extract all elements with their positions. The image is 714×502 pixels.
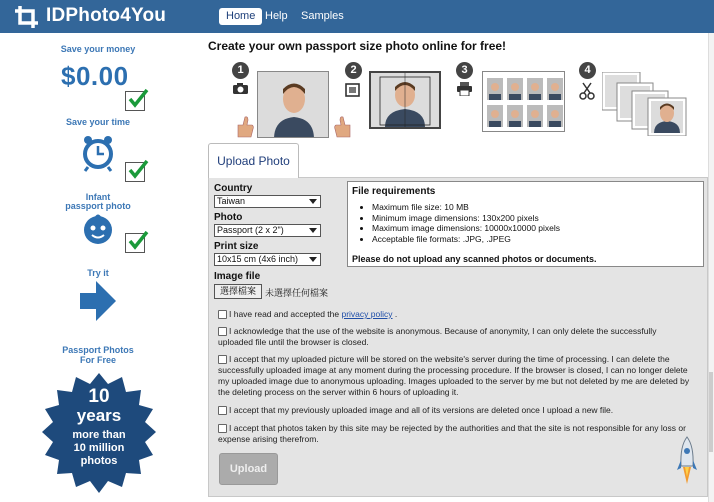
save-time-heading: Save your time	[65, 117, 131, 127]
arrow-right-icon[interactable]	[80, 281, 116, 326]
badge-years-number: 10	[88, 386, 110, 407]
thumbs-up-icon	[235, 115, 255, 144]
chevron-down-icon	[309, 228, 317, 233]
baby-face-icon	[82, 214, 114, 251]
consent-rejection-checkbox[interactable]	[218, 424, 227, 433]
infant-heading: passport photo	[65, 201, 131, 211]
rocket-icon[interactable]	[676, 436, 698, 493]
badge-photos: photos	[80, 455, 118, 467]
camera-icon	[232, 82, 249, 100]
checkmark-icon	[125, 91, 145, 111]
choose-file-button[interactable]: 選擇檔案	[214, 284, 262, 299]
site-logo[interactable]: IDPhoto4You	[46, 5, 167, 26]
scrollbar-thumb[interactable]	[709, 372, 713, 452]
consent-delete-previous-checkbox[interactable]	[218, 406, 227, 415]
country-select[interactable]	[214, 195, 321, 208]
country-select-value: Taiwan	[217, 196, 246, 206]
requirement-item: • Maximum file size: 10 MB	[372, 202, 699, 213]
step2-cropped-image	[369, 71, 441, 129]
photo-type-select-value: Passport (2 x 2")	[217, 225, 284, 235]
badge-more-than: more than	[72, 429, 126, 441]
infant-heading: Infant	[85, 192, 111, 202]
checkmark-icon	[125, 233, 145, 253]
step1-portrait-image	[257, 71, 329, 138]
ten-years-badge	[40, 373, 158, 499]
requirements-note: Please do not upload any scanned photos or documents.	[352, 254, 597, 264]
photo-label: Photo	[214, 212, 243, 223]
requirement-item: • Maximum image dimensions: 10000x10000 pixels	[372, 223, 699, 234]
nav-home-link[interactable]: Home	[219, 8, 262, 25]
scissors-icon	[579, 82, 595, 105]
alarm-clock-icon	[82, 134, 114, 177]
step-number: 1	[232, 62, 249, 79]
file-requirements-box	[347, 181, 704, 267]
try-it-heading[interactable]: Try it	[87, 268, 109, 278]
print-size-label: Print size	[214, 241, 259, 252]
file-requirements-title: File requirements	[352, 186, 436, 197]
consent-privacy-checkbox[interactable]	[218, 310, 227, 319]
consent-anonymous-checkbox[interactable]	[218, 327, 227, 336]
requirement-item: • Acceptable file formats: .JPG, .JPEG	[372, 234, 699, 245]
badge-million: 10 million	[73, 442, 125, 454]
page-title: Create your own passport size photo online for free!	[208, 39, 507, 53]
step-number: 3	[456, 62, 473, 79]
passport-free-heading: For Free	[79, 355, 116, 365]
upload-button[interactable]: Upload	[219, 453, 278, 485]
passport-free-heading: Passport Photos	[62, 345, 134, 355]
file-requirements-list	[372, 202, 699, 244]
consent-storage-text: I accept that my uploaded picture will be stored on the website's server during the time of processing. I can delete the successfully uploaded image at any moment during the processing procedure. If the browser is closed, I can no longer delete my uploaded image due to anonymous uploading. Images uploaded to the server by me but not deleted by me are deleted by the deleting process on the server within 6 hours of uploading it.	[218, 354, 690, 397]
consent-rejection-text: I accept that photos taken by this site may be rejected by the authorities and that the site is not responsible for any loss or expense arising therefrom.	[218, 423, 686, 444]
chevron-down-icon	[309, 257, 317, 262]
country-label: Country	[214, 183, 253, 194]
sidebar	[0, 33, 196, 502]
tab-upload-photo[interactable]: Upload Photo	[208, 143, 299, 178]
top-bar	[0, 0, 714, 33]
privacy-policy-link[interactable]: privacy policy	[341, 309, 393, 319]
step-number: 2	[345, 62, 362, 79]
consent-privacy-end: .	[392, 309, 398, 319]
save-money-heading: Save your money	[60, 44, 136, 54]
print-size-select[interactable]	[214, 253, 321, 266]
consent-delete-previous-text: I accept that my previously uploaded image and all of its versions are deleted once I upload a new file.	[229, 405, 614, 415]
consent-anonymous-text: I acknowledge that the use of the website is anonymous. Because of anonymity, I can only delete the successfully uploaded file until the browser is closed.	[218, 326, 657, 347]
crop-logo-icon[interactable]	[14, 5, 40, 29]
consent-storage-checkbox[interactable]	[218, 355, 227, 364]
photo-type-select[interactable]	[214, 224, 321, 237]
badge-years-word: years	[76, 406, 122, 425]
printer-icon	[456, 82, 473, 101]
checkmark-icon	[125, 162, 145, 182]
price-label: $0.00	[61, 61, 129, 91]
consent-privacy-label: I have read and accepted the	[229, 309, 342, 319]
step4-cut-photos-image	[602, 72, 707, 136]
print-size-select-value: 10x15 cm (4x6 inch)	[217, 254, 299, 264]
crop-frame-icon	[344, 82, 361, 103]
consent-privacy-text	[218, 309, 690, 320]
requirement-item: • Minimum image dimensions: 130x200 pixels	[372, 213, 699, 224]
nav-help-link[interactable]: Help	[265, 10, 288, 22]
step3-print-sheet-image	[482, 71, 565, 132]
chevron-down-icon	[309, 199, 317, 204]
nav-samples-link[interactable]: Samples	[301, 10, 344, 22]
file-status-text: 未選擇任何檔案	[265, 288, 329, 298]
image-file-label: Image file	[214, 271, 261, 282]
step-number: 4	[579, 62, 596, 79]
thumbs-up-icon	[333, 115, 353, 144]
